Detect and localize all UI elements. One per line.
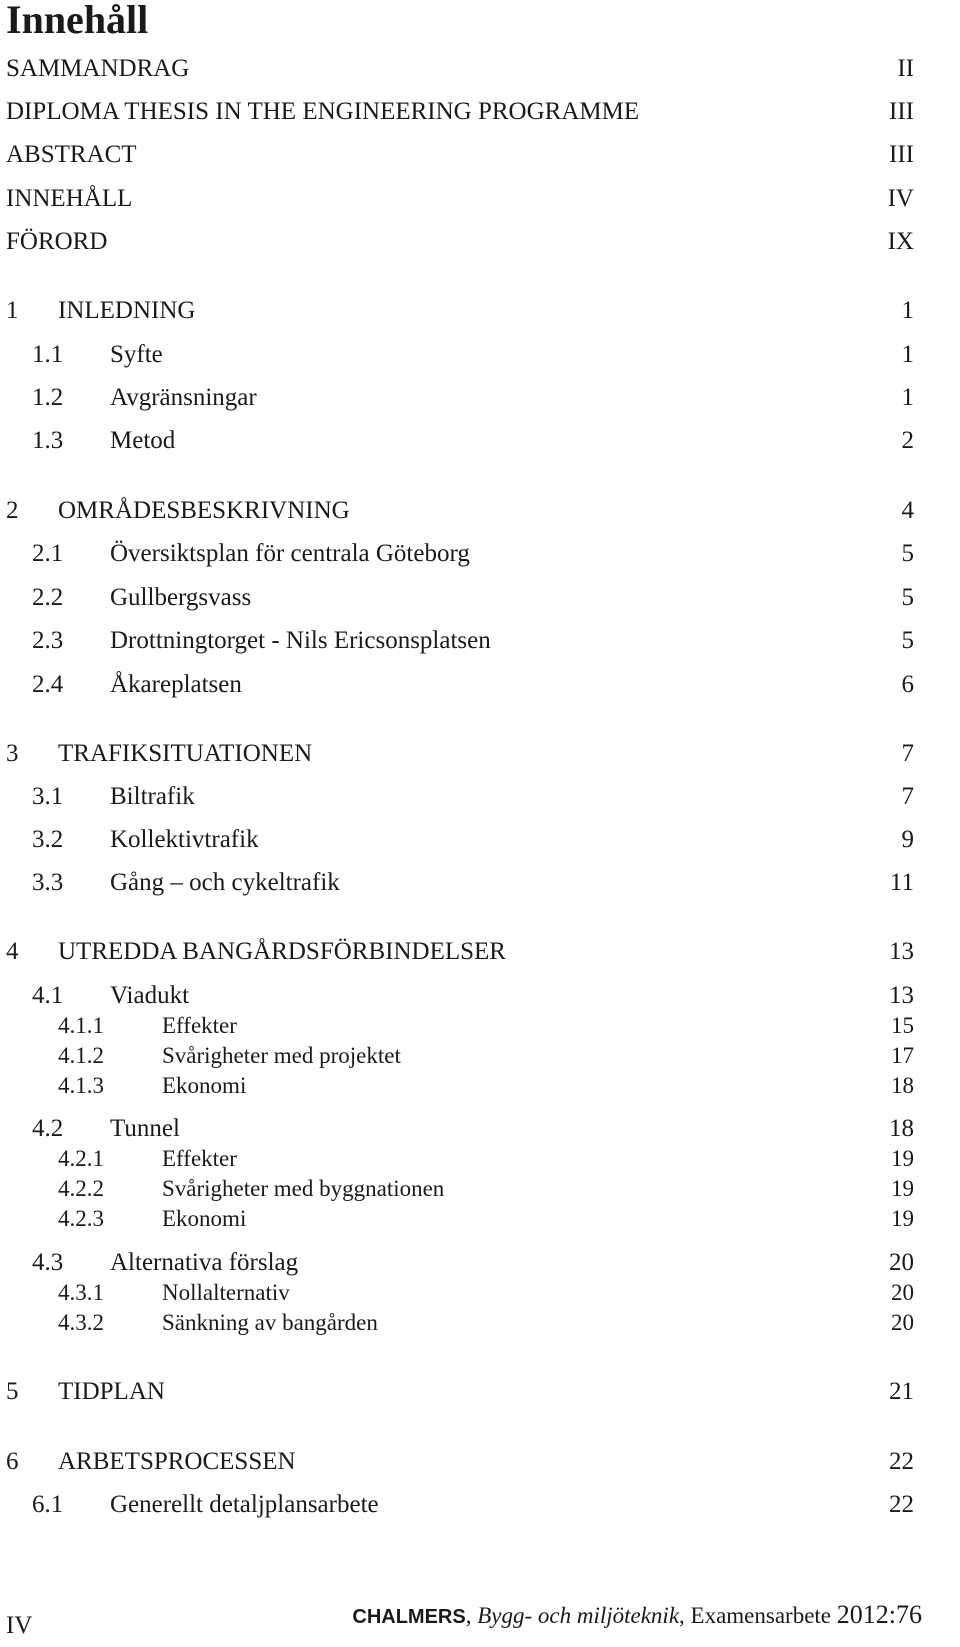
toc-entry-page: IV	[887, 185, 914, 212]
toc-entry-number: 2.1	[32, 540, 64, 567]
separator: ,	[465, 1603, 478, 1628]
toc-entry-page: 2	[901, 427, 914, 454]
toc-entry-title: Effekter	[162, 1146, 237, 1171]
toc-entry-title: Metod	[110, 427, 176, 454]
toc-entry-number: 6	[6, 1448, 19, 1475]
toc-entry-title: Generellt detaljplansarbete	[110, 1491, 379, 1518]
toc-entry-page: II	[897, 55, 914, 82]
toc-entry-number: 1.1	[32, 341, 64, 368]
toc-entry-title: Ekonomi	[162, 1206, 247, 1231]
toc-entry-page: 1	[901, 384, 914, 411]
toc-entry-number: 1.2	[32, 384, 64, 411]
page-title: Innehåll	[6, 0, 149, 42]
toc-entry-title: Tunnel	[110, 1115, 180, 1142]
toc-entry-title: Ekonomi	[162, 1073, 247, 1098]
report-type: Examensarbete	[690, 1603, 832, 1628]
toc-entry-page: 5	[901, 584, 914, 611]
toc-entry-title: Syfte	[110, 341, 163, 368]
toc-entry-number: 4	[6, 938, 19, 965]
toc-entry-title: Nollalternativ	[162, 1280, 290, 1305]
toc-entry-number: 1.3	[32, 427, 64, 454]
toc-entry-number: 1	[6, 297, 19, 324]
toc-entry-number: 4.3	[32, 1249, 64, 1276]
toc-entry-title: OMRÅDESBESKRIVNING	[58, 497, 350, 524]
page-footer	[0, 1600, 960, 1644]
toc-entry-number: 4.2	[32, 1115, 64, 1142]
toc-entry-title: DIPLOMA THESIS IN THE ENGINEERING PROGRAMME	[6, 98, 640, 125]
toc-entry-number: 3.1	[32, 783, 64, 810]
toc-entry-title: Gång – och cykeltrafik	[110, 869, 340, 896]
toc-entry-title: INNEHÅLL	[6, 185, 133, 212]
toc-entry-page: 7	[901, 740, 914, 767]
toc-entry-page: 22	[889, 1491, 914, 1518]
toc-entry-number: 4.3.1	[58, 1280, 104, 1305]
toc-entry-number: 4.3.2	[58, 1310, 104, 1335]
toc-entry-title: Avgränsningar	[110, 384, 257, 411]
toc-entry-number: 4.2.1	[58, 1146, 104, 1171]
toc-entry-page: 17	[891, 1043, 914, 1068]
toc-entry-title: UTREDDA BANGÅRDSFÖRBINDELSER	[58, 938, 506, 965]
toc-entry-page: 18	[889, 1115, 914, 1142]
page-number: IV	[6, 1612, 33, 1639]
toc-entry-title: Åkareplatsen	[110, 671, 242, 698]
toc-entry-page: IX	[887, 228, 914, 255]
toc-entry-title: Kollektivtrafik	[110, 826, 259, 853]
toc-entry-title: Effekter	[162, 1013, 237, 1038]
toc-entry-number: 4.1	[32, 982, 64, 1009]
toc-entry-number: 3.2	[32, 826, 64, 853]
toc-entry-title: SAMMANDRAG	[6, 55, 190, 82]
toc-entry-page: 15	[891, 1013, 914, 1038]
toc-entry-page: 5	[901, 627, 914, 654]
toc-entry-number: 4.1.1	[58, 1013, 104, 1038]
toc-entry-number: 6.1	[32, 1491, 64, 1518]
toc-entry-title: Viadukt	[110, 982, 190, 1009]
toc-entry-page: 21	[889, 1378, 914, 1405]
toc-entry-title: FÖRORD	[6, 228, 108, 255]
toc-entry-title: ARBETSPROCESSEN	[58, 1448, 296, 1475]
toc-entry-title: Svårigheter med byggnationen	[162, 1176, 445, 1201]
toc-entry-page: 1	[901, 297, 914, 324]
toc-entry-number: 4.1.3	[58, 1073, 104, 1098]
toc-entry-title: INLEDNING	[58, 297, 196, 324]
toc-entry-page: III	[889, 98, 914, 125]
toc-entry-number: 2.3	[32, 627, 64, 654]
toc-entry-page: 4	[901, 497, 914, 524]
toc-entry-title: Svårigheter med projektet	[162, 1043, 401, 1068]
toc-entry-page: 19	[891, 1176, 914, 1201]
toc-entry-page: 9	[901, 826, 914, 853]
toc-entry-number: 2.2	[32, 584, 64, 611]
toc-entry-page: 1	[901, 341, 914, 368]
toc-entry-number: 3.3	[32, 869, 64, 896]
toc-entry-title: Drottningtorget - Nils Ericsonsplatsen	[110, 627, 491, 654]
toc-entry-page: 5	[901, 540, 914, 567]
toc-entry-title: Alternativa förslag	[110, 1249, 299, 1276]
toc-entry-number: 4.2.2	[58, 1176, 104, 1201]
toc-entry-page: 22	[889, 1448, 914, 1475]
toc-entry-number: 2.4	[32, 671, 64, 698]
report-number: 2012:76	[836, 1600, 922, 1629]
toc-entry-title: Gullbergsvass	[110, 584, 252, 611]
footer-citation	[352, 1600, 922, 1630]
toc-entry-title: Biltrafik	[110, 783, 195, 810]
department-name: Bygg- och miljöteknik	[477, 1603, 680, 1628]
toc-entry-title: Sänkning av bangården	[162, 1310, 378, 1335]
toc-entry-title: TIDPLAN	[58, 1378, 165, 1405]
toc-entry-page: 7	[901, 783, 914, 810]
toc-entry-page: III	[889, 141, 914, 168]
separator: ,	[679, 1603, 691, 1628]
toc-entry-page: 13	[889, 982, 914, 1009]
toc-entry-number: 5	[6, 1378, 19, 1405]
toc-entry-page: 20	[891, 1280, 914, 1305]
toc-entry-page: 6	[901, 671, 914, 698]
toc-entry-page: 20	[891, 1310, 914, 1335]
toc-entry-title: ABSTRACT	[6, 141, 137, 168]
institution-name: CHALMERS	[352, 1606, 466, 1628]
toc-entry-page: 13	[889, 938, 914, 965]
toc-entry-number: 2	[6, 497, 19, 524]
toc-entry-number: 3	[6, 740, 19, 767]
toc-entry-number: 4.2.3	[58, 1206, 104, 1231]
toc-entry-page: 20	[889, 1249, 914, 1276]
toc-entry-page: 19	[891, 1146, 914, 1171]
toc-entry-page: 19	[891, 1206, 914, 1231]
toc-entry-page: 18	[891, 1073, 914, 1098]
toc-entry-number: 4.1.2	[58, 1043, 104, 1068]
toc-entry-page: 11	[889, 869, 914, 896]
toc-entry-title: TRAFIKSITUATIONEN	[58, 740, 313, 767]
toc-entry-title: Översiktsplan för centrala Göteborg	[110, 540, 470, 567]
